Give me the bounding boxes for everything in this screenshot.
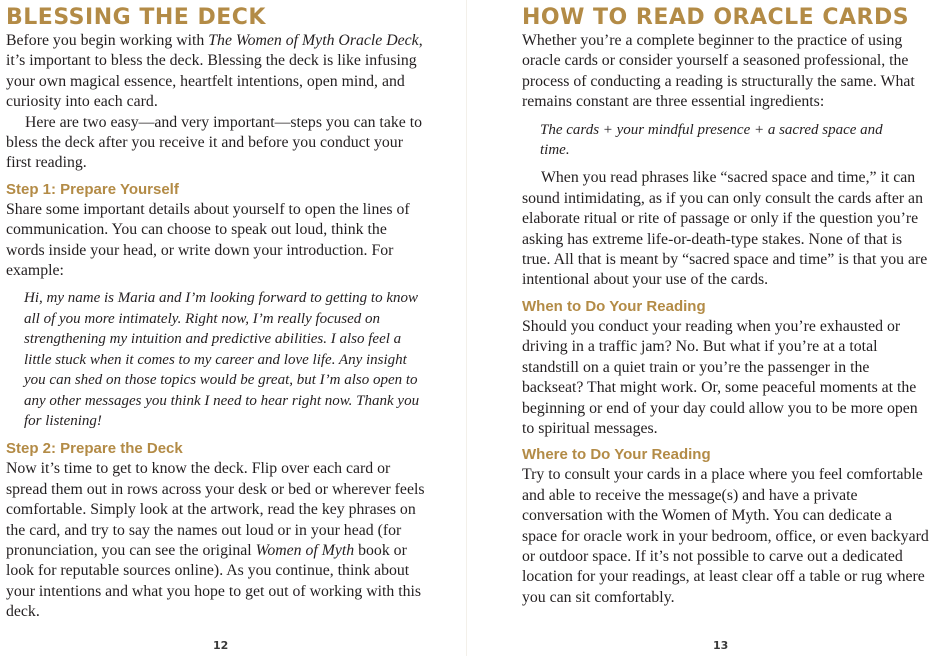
when-paragraph: Should you conduct your reading when you’re exhausted or driving in a traffic jam? No. But what if you’re at a total standstill on a quiet train or you’re the passenger in the backseat? That might work. Or, some peaceful moments at the beginning or end of your day could allow you to be more open to spiritual messages.: [522, 317, 918, 437]
page-title: HOW TO READ ORACLE CARDS: [522, 5, 910, 30]
page-number: 13: [713, 639, 729, 652]
when-heading: When to Do Your Reading: [522, 297, 706, 315]
intro-paragraph: Whether you’re a complete beginner to the practice of using oracle cards or consider yourself a seasoned professional, the process of conducting a reading is structurally the same. What remains constant are three essential ingredients:: [522, 32, 915, 111]
book-title: The Women of Myth Oracle Deck: [208, 32, 419, 49]
intro-text-b: , it’s important to bless the deck. Blessing the deck is like infusing your own magical essence, heartfelt intentions, open mind, and curiosity into each card.: [6, 32, 423, 111]
step2-heading: Step 2: Prepare the Deck: [6, 440, 183, 458]
steps-intro-paragraph: Here are two easy—and very important—steps you can take to bless the deck after you receive it and before you conduct your first reading.: [6, 113, 422, 172]
left-page: [6, 0, 426, 656]
page-title: BLESSING THE DECK: [6, 5, 266, 30]
where-heading: Where to Do Your Reading: [522, 446, 711, 464]
sacred-space-paragraph: When you read phrases like “sacred space and time,” it can sound intimidating, as if you can only consult the cards after an elaborate ritual or rite of passage or only if the question you’re asking has extreme life-or-death-type stakes. None of that is true. All that is meant by “sacred space and time” is that you are intentional about your use of the cards.: [522, 169, 928, 289]
intro-text-a: Before you begin working with: [6, 32, 209, 49]
step2-text-a: Now it’s time to get to know the deck. Flip over each card or spread them out in rows across your desk or bed or wherever feels comfortable. Simply look at the artwork, read the key phrases on the card, and try to say the names out loud or in your head (for pronunciation, you can see the original: [6, 460, 425, 559]
where-paragraph: Try to consult your cards in a place where you feel comfortable and able to receive the message(s) and have a private conversation with the Women of Myth. You can dedicate a space for oracle work in your bedroom, office, or even backyard or outdoor space. If it’s not possible to carve out a dedicated location for your readings, at least clear off a table or rug where you can sit comfortably.: [522, 466, 929, 606]
gutter: [466, 0, 467, 656]
step1-paragraph: Share some important details about yourself to open the lines of communication. You can choose to speak out loud, think the words inside your head, or write down your introduction. For example:: [6, 200, 410, 280]
intro-paragraph: [6, 31, 426, 113]
page-number: 12: [213, 639, 229, 652]
formula-quote: The cards + your mindful presence + a sacred space and time.: [540, 121, 883, 159]
example-quote: Hi, my name is Maria and I’m looking forward to getting to know all of you more intimately. Right now, I’m really focused on strengthening my intuition and predictive abilities. I also feel a little stuck when it comes to my career and love life. Any insight you can shed on those topics would be great, but I’m also open to any other messages you think I need to hear right now. Thank you for listening!: [24, 290, 420, 429]
step1-heading: Step 1: Prepare Yourself: [6, 180, 179, 198]
right-page: [522, 0, 930, 656]
step2-text-b: book or look for reputable sources online). As you continue, think about your intentions and what you hope to get out of working with this deck.: [6, 541, 422, 621]
book-title-2: Women of Myth: [255, 541, 355, 559]
step2-paragraph: [6, 459, 426, 622]
